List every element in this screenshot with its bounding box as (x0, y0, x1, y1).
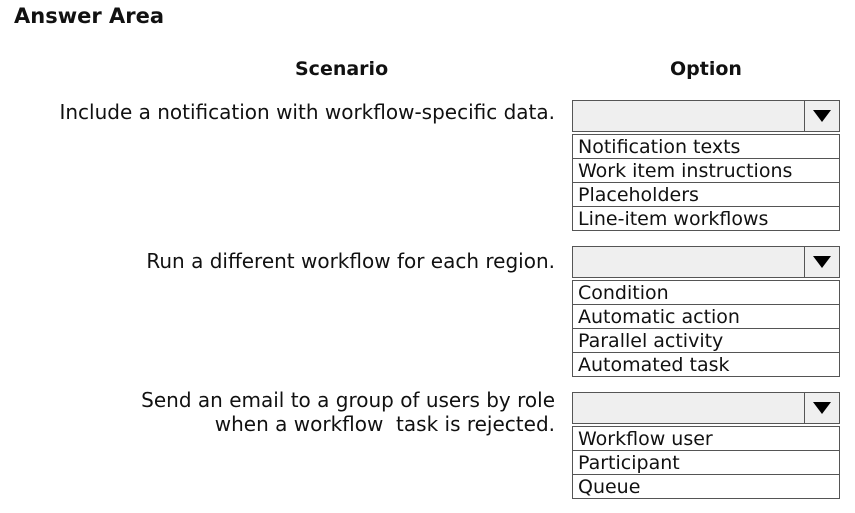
dropdown-option[interactable]: Line-item workflows (573, 207, 839, 231)
dropdown-3-options-list (572, 426, 840, 499)
scenario-2-text (35, 249, 555, 273)
chevron-down-icon (813, 256, 831, 268)
scenario-2-line-1: Run a different workflow for each region. (146, 249, 555, 273)
scenario-3-line-2: when a workflow task is rejected. (214, 412, 555, 436)
dropdown-2-options-list (572, 280, 840, 377)
option-dropdown-2[interactable] (572, 246, 840, 377)
dropdown-option[interactable]: Condition (573, 281, 839, 305)
dropdown-option[interactable]: Workflow user (573, 427, 839, 451)
dropdown-1-select-box[interactable] (572, 100, 840, 132)
scenario-3-line-1: Send an email to a group of users by role (141, 388, 555, 412)
dropdown-option[interactable]: Queue (573, 475, 839, 499)
chevron-down-icon (813, 402, 831, 414)
dropdown-option[interactable]: Participant (573, 451, 839, 475)
dropdown-option[interactable]: Notification texts (573, 135, 839, 159)
dropdown-2-toggle-button[interactable] (804, 247, 839, 277)
dropdown-2-select-box[interactable] (572, 246, 840, 278)
dropdown-3-select-box[interactable] (572, 392, 840, 424)
option-header: Option (670, 58, 742, 80)
dropdown-3-toggle-button[interactable] (804, 393, 839, 423)
dropdown-1-options-list (572, 134, 840, 231)
dropdown-option[interactable]: Automated task (573, 353, 839, 377)
scenario-header: Scenario (295, 58, 389, 80)
dropdown-option[interactable]: Automatic action (573, 305, 839, 329)
dropdown-1-toggle-button[interactable] (804, 101, 839, 131)
dropdown-option[interactable]: Placeholders (573, 183, 839, 207)
scenario-3-text (35, 388, 555, 436)
scenario-1-text (35, 100, 555, 124)
scenario-1-line-1: Include a notification with workflow-specific data. (59, 100, 555, 124)
answer-area-title: Answer Area (14, 4, 165, 28)
dropdown-option[interactable]: Work item instructions (573, 159, 839, 183)
option-dropdown-1[interactable] (572, 100, 840, 231)
dropdown-option[interactable]: Parallel activity (573, 329, 839, 353)
option-dropdown-3[interactable] (572, 392, 840, 499)
chevron-down-icon (813, 110, 831, 122)
